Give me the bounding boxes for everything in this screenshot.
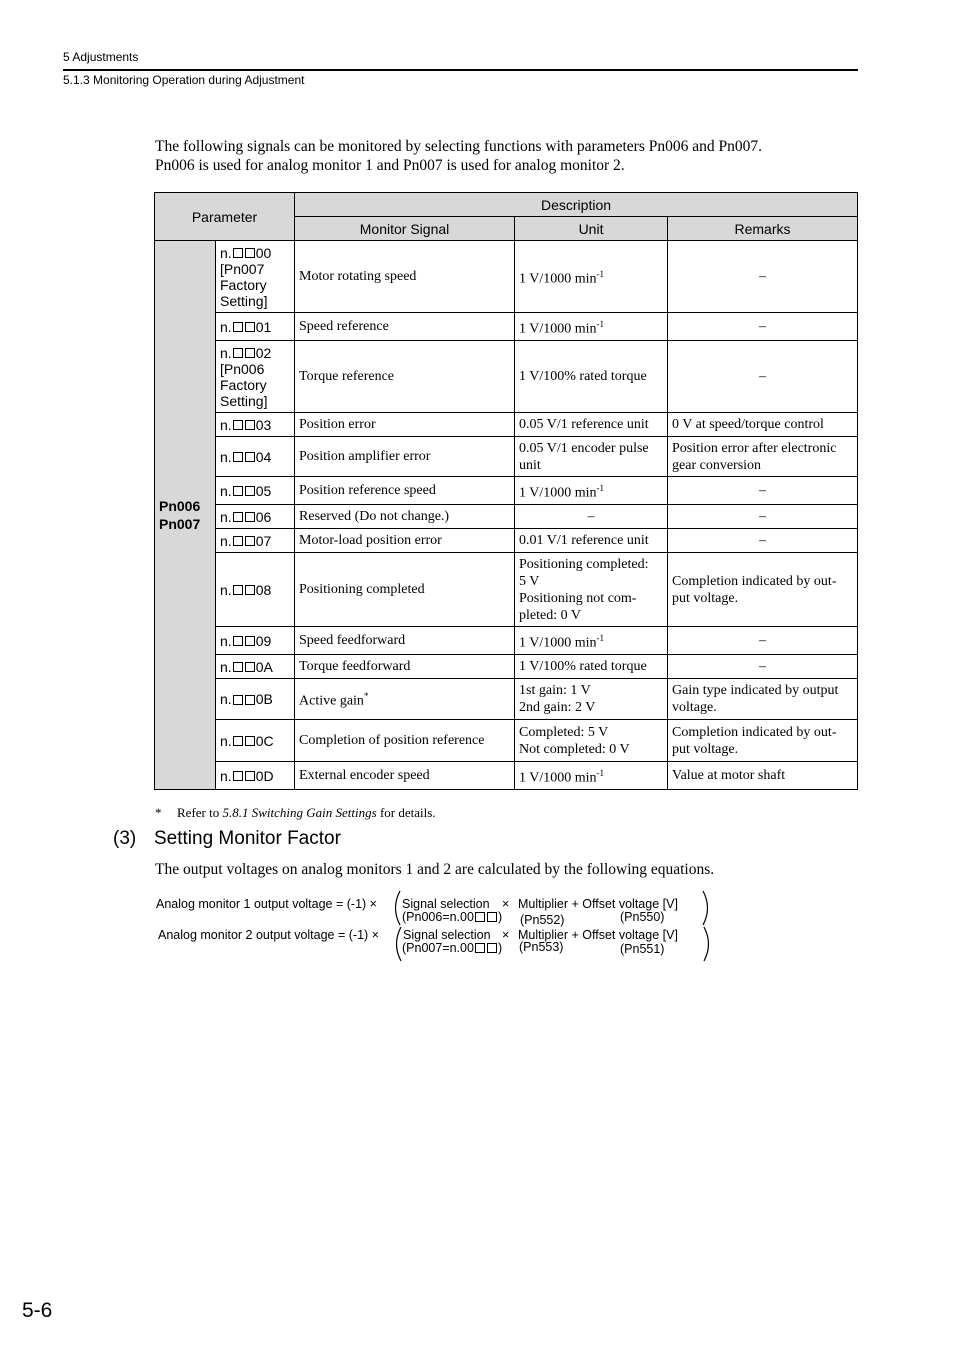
unit-line: 1st gain: 1 V [519, 683, 591, 698]
unit-cell [515, 762, 668, 790]
parameter-code-cell [216, 762, 295, 790]
remarks-cell: – [668, 627, 858, 655]
placeholder-box-icon [233, 636, 243, 646]
remarks-cell: – [668, 505, 858, 529]
unit-cell [515, 241, 668, 313]
table-row [155, 341, 858, 413]
monitor-signal-cell [295, 437, 515, 477]
equation-1-param-prefix: (Pn006=n.00 [402, 910, 474, 924]
code-note-line: Setting] [220, 292, 268, 309]
code-prefix: n. [220, 632, 232, 649]
parameter-code [220, 417, 290, 433]
code-prefix: n. [220, 244, 232, 261]
code-suffix: 0A [255, 658, 273, 675]
remarks-cell: Gain type indicated by output voltage. [668, 679, 858, 720]
table-row [155, 553, 858, 627]
code-suffix: 00 [255, 244, 272, 261]
table-row [155, 762, 858, 790]
unit-value: 0.01 V/1 reference unit [519, 533, 649, 548]
monitor-signal: External encoder speed [299, 768, 430, 783]
code-prefix: n. [220, 767, 232, 784]
placeholder-box-icon [233, 348, 243, 358]
unit-line: Positioning completed: [519, 556, 649, 572]
code-suffix: 06 [255, 508, 272, 525]
header-remarks: Remarks [668, 217, 858, 241]
remarks-cell: – [668, 241, 858, 313]
placeholder-box-icon [245, 420, 255, 430]
equation-2-right-paren [702, 926, 714, 962]
placeholder-box-icon [245, 248, 255, 258]
table-row [155, 529, 858, 553]
equation-1-times: × [502, 897, 510, 911]
placeholder-box-icon [233, 662, 243, 672]
parameter-code [220, 582, 290, 598]
unit-line: Positioning not com- [519, 590, 637, 606]
equation-2-times: × [502, 928, 510, 942]
unit-line: 5 V [519, 573, 540, 589]
placeholder-box-icon [245, 486, 255, 496]
code-prefix: n. [220, 318, 232, 335]
placeholder-box-icon [245, 662, 255, 672]
remarks-cell: – [668, 313, 858, 341]
unit-cell [515, 341, 668, 413]
equation-2-rest: Multiplier + Offset voltage [V] [518, 928, 678, 942]
monitor-signal: Completion of position reference [299, 733, 485, 748]
monitor-signal-cell [295, 313, 515, 341]
unit-exponent: -1 [596, 767, 605, 778]
equation-1-param-suffix: ) [497, 910, 503, 924]
unit-cell [515, 505, 668, 529]
code-prefix: n. [220, 344, 232, 361]
placeholder-box-icon [233, 736, 243, 746]
remarks-cell: – [668, 477, 858, 505]
placeholder-box-icon [233, 452, 243, 462]
equations-intro: The output voltages on analog monitors 1 and 2 are calculated by the following equations. [155, 861, 715, 878]
section-title: Setting Monitor Factor [154, 828, 341, 849]
equation-1-right-paren [701, 890, 713, 926]
footnote-post: for details. [376, 805, 436, 820]
unit-cell [515, 655, 668, 679]
unit-cell [515, 720, 668, 762]
unit-cell [515, 437, 668, 477]
monitor-signal: Torque reference [299, 369, 395, 384]
code-note-line: [Pn007 [220, 260, 265, 277]
table-row [155, 437, 858, 477]
placeholder-box-icon [245, 695, 255, 705]
header-unit: Unit [515, 217, 668, 241]
code-prefix: n. [220, 508, 232, 525]
table-row [155, 627, 858, 655]
unit-cell [515, 679, 668, 720]
unit-value: 1 V/1000 min [519, 485, 597, 501]
parameter-code-cell [216, 241, 295, 313]
parameter-code-cell [216, 437, 295, 477]
monitor-signal: Position reference speed [299, 483, 436, 498]
page-number: 5-6 [22, 1299, 53, 1322]
monitor-signal: Reserved (Do not change.) [299, 509, 450, 524]
section-heading [113, 828, 341, 850]
code-prefix: n. [220, 416, 232, 433]
code-prefix: n. [220, 482, 232, 499]
code-suffix: 05 [255, 482, 272, 499]
monitor-signal: Torque feedforward [299, 659, 411, 674]
parameter-code [220, 659, 290, 675]
code-suffix: 0B [255, 691, 273, 707]
placeholder-box-icon [245, 512, 255, 522]
placeholder-box-icon [233, 420, 243, 430]
equation-1-offset-param: (Pn550) [620, 910, 665, 924]
section-header: 5.1.3 Monitoring Operation during Adjustment [63, 73, 305, 87]
footnote-reference: 5.8.1 Switching Gain Settings [222, 805, 377, 820]
parameter-code-cell [216, 413, 295, 437]
parameter-code [220, 449, 290, 465]
code-suffix: 02 [255, 344, 272, 361]
parameter-code-cell [216, 679, 295, 720]
table-row [155, 313, 858, 341]
unit-value: 1 V/1000 min [519, 635, 597, 651]
monitor-signal: Position error [299, 417, 376, 432]
equation-1-rest: Multiplier + Offset voltage [V] [518, 897, 678, 911]
code-suffix: 0D [255, 767, 274, 784]
parameter-code-cell [216, 477, 295, 505]
parameter-code-cell [216, 529, 295, 553]
table-row [155, 655, 858, 679]
parameter-group-cell [155, 241, 216, 790]
intro-line-1: The following signals can be monitored by selecting functions with parameters Pn006 and Pn007. [155, 138, 762, 155]
monitor-signal: Motor rotating speed [299, 269, 417, 284]
parameter-code [220, 245, 290, 261]
header-description: Description [295, 193, 858, 217]
equation-2-param-suffix: ) [497, 941, 503, 955]
placeholder-box-icon [487, 912, 497, 922]
placeholder-box-icon [233, 536, 243, 546]
code-suffix: 08 [255, 581, 272, 598]
unit-line: pleted: 0 V [519, 607, 581, 623]
equation-2-lhs: Analog monitor 2 output voltage = (-1) × [158, 928, 379, 942]
placeholder-box-icon [233, 771, 243, 781]
monitor-signal: Positioning completed [299, 582, 425, 597]
header-monitor-signal: Monitor Signal [295, 217, 515, 241]
remarks-cell: Completion indicated by out-put voltage. [668, 720, 858, 762]
table-row [155, 413, 858, 437]
monitor-signal: Speed reference [299, 319, 389, 334]
equation-2-param-prefix: (Pn007=n.00 [402, 941, 474, 955]
header-parameter: Parameter [155, 193, 295, 241]
monitor-signal-cell [295, 529, 515, 553]
monitor-signal-cell [295, 413, 515, 437]
unit-value: 1 V/1000 min [519, 271, 597, 287]
placeholder-box-icon [233, 486, 243, 496]
equation-2-signal: Signal selection [403, 928, 491, 942]
remarks-cell: Value at motor shaft [668, 762, 858, 790]
unit-exponent: -1 [596, 482, 605, 493]
header-rule [63, 69, 858, 71]
monitor-signal-cell [295, 241, 515, 313]
placeholder-box-icon [245, 322, 255, 332]
unit-exponent: -1 [596, 632, 605, 643]
monitor-signal-cell [295, 341, 515, 413]
table-row [155, 679, 858, 720]
code-suffix: 01 [255, 318, 272, 335]
unit-cell [515, 529, 668, 553]
footnote [155, 805, 436, 821]
code-suffix: 03 [255, 416, 272, 433]
unit-value: – [587, 509, 595, 524]
unit-cell [515, 477, 668, 505]
footnote-mark: * [155, 805, 162, 820]
code-prefix: n. [220, 691, 232, 707]
parameter-code [220, 483, 290, 499]
placeholder-box-icon [233, 248, 243, 258]
parameter-code-cell [216, 627, 295, 655]
placeholder-box-icon [245, 536, 255, 546]
remarks-cell: – [668, 341, 858, 413]
remarks-cell: Completion indicated by out-put voltage. [668, 553, 858, 627]
code-prefix: n. [220, 658, 232, 675]
intro-paragraph [155, 137, 855, 175]
parameter-code-cell [216, 720, 295, 762]
parameter-code [220, 691, 290, 707]
monitor-signal-cell [295, 679, 515, 720]
unit-cell [515, 413, 668, 437]
equation-1-lhs: Analog monitor 1 output voltage = (-1) × [156, 897, 377, 911]
equation-2-offset-param: (Pn551) [620, 942, 665, 956]
monitor-signal-cell [295, 477, 515, 505]
parameter-code [220, 509, 290, 525]
equation-2-param [402, 941, 502, 955]
placeholder-box-icon [233, 322, 243, 332]
table-row [155, 720, 858, 762]
code-prefix: n. [220, 448, 232, 465]
chapter-header: 5 Adjustments [63, 50, 139, 64]
monitor-signal: Motor-load position error [299, 533, 442, 548]
table-body [155, 241, 858, 790]
code-prefix: n. [220, 532, 232, 549]
code-note-line: Factory [220, 276, 267, 293]
unit-value: 1 V/1000 min [519, 770, 597, 786]
placeholder-box-icon [245, 636, 255, 646]
parameter-code [220, 533, 290, 549]
code-prefix: n. [220, 581, 232, 598]
parameter-code-cell [216, 313, 295, 341]
signal-footnote-mark: * [363, 691, 369, 702]
placeholder-box-icon [233, 512, 243, 522]
placeholder-box-icon [245, 771, 255, 781]
unit-line: 2nd gain: 2 V [519, 700, 596, 715]
unit-value: 1 V/100% rated torque [519, 369, 647, 384]
unit-value: 1 V/1000 min [519, 321, 597, 337]
placeholder-box-icon [233, 585, 243, 595]
parameter-code-cell [216, 505, 295, 529]
code-note-line: [Pn006 [220, 360, 265, 377]
parameter-code [220, 633, 290, 649]
code-suffix: 04 [255, 448, 272, 465]
monitor-signal-cell [295, 627, 515, 655]
placeholder-box-icon [245, 452, 255, 462]
monitor-signal-cell [295, 553, 515, 627]
monitor-signal-table [154, 192, 858, 790]
placeholder-box-icon [245, 585, 255, 595]
parameter-group-line-1: Pn006 [159, 498, 201, 514]
placeholder-box-icon [245, 736, 255, 746]
equation-1-left-paren [390, 890, 402, 926]
parameter-code-cell [216, 341, 295, 413]
unit-value: 0.05 V/1 encoder pulse unit [519, 440, 649, 473]
monitor-signal-cell [295, 655, 515, 679]
placeholder-box-icon [487, 943, 497, 953]
monitor-signal-cell [295, 762, 515, 790]
table-row [155, 477, 858, 505]
unit-cell [515, 313, 668, 341]
placeholder-box-icon [233, 695, 243, 705]
monitor-signal: Position amplifier error [299, 449, 431, 464]
code-note-line: Setting] [220, 392, 268, 409]
placeholder-box-icon [475, 943, 485, 953]
parameter-group-line-2: Pn007 [159, 516, 201, 532]
parameter-code [220, 319, 290, 335]
unit-cell [515, 627, 668, 655]
equation-1-param [402, 910, 502, 924]
unit-exponent: -1 [596, 318, 605, 329]
unit-exponent: -1 [596, 268, 605, 279]
remarks-cell: Position error after electronic gear conversion [668, 437, 858, 477]
parameter-code [220, 733, 290, 749]
parameter-code-cell [216, 655, 295, 679]
monitor-signal-cell [295, 505, 515, 529]
unit-line: Completed: 5 V [519, 724, 609, 740]
unit-value: 0.05 V/1 reference unit [519, 417, 649, 432]
equation-1-signal: Signal selection [402, 897, 490, 911]
unit-line: Not completed: 0 V [519, 741, 630, 757]
unit-cell [515, 553, 668, 627]
placeholder-box-icon [245, 348, 255, 358]
remarks-cell: 0 V at speed/torque control [668, 413, 858, 437]
remarks-cell: – [668, 655, 858, 679]
parameter-code-cell [216, 553, 295, 627]
code-suffix: 09 [255, 632, 272, 649]
code-prefix: n. [220, 732, 232, 749]
monitor-signal: Active gain [299, 693, 364, 709]
table-row [155, 241, 858, 313]
table-row [155, 505, 858, 529]
equation-2-multiplier-param: (Pn553) [519, 940, 564, 954]
placeholder-box-icon [475, 912, 485, 922]
parameter-code [220, 768, 290, 784]
monitor-signal: Speed feedforward [299, 633, 406, 648]
section-number: (3) [113, 828, 137, 849]
equation-1-multiplier-param: (Pn552) [520, 913, 565, 927]
monitor-signal-cell [295, 720, 515, 762]
code-suffix: 07 [255, 532, 272, 549]
unit-value: 1 V/100% rated torque [519, 659, 647, 674]
remarks-cell: – [668, 529, 858, 553]
intro-line-2: Pn006 is used for analog monitor 1 and Pn007 is used for analog monitor 2. [155, 157, 625, 174]
footnote-pre: Refer to [177, 805, 223, 820]
parameter-code [220, 345, 290, 361]
code-suffix: 0C [255, 732, 274, 749]
code-note-line: Factory [220, 376, 267, 393]
